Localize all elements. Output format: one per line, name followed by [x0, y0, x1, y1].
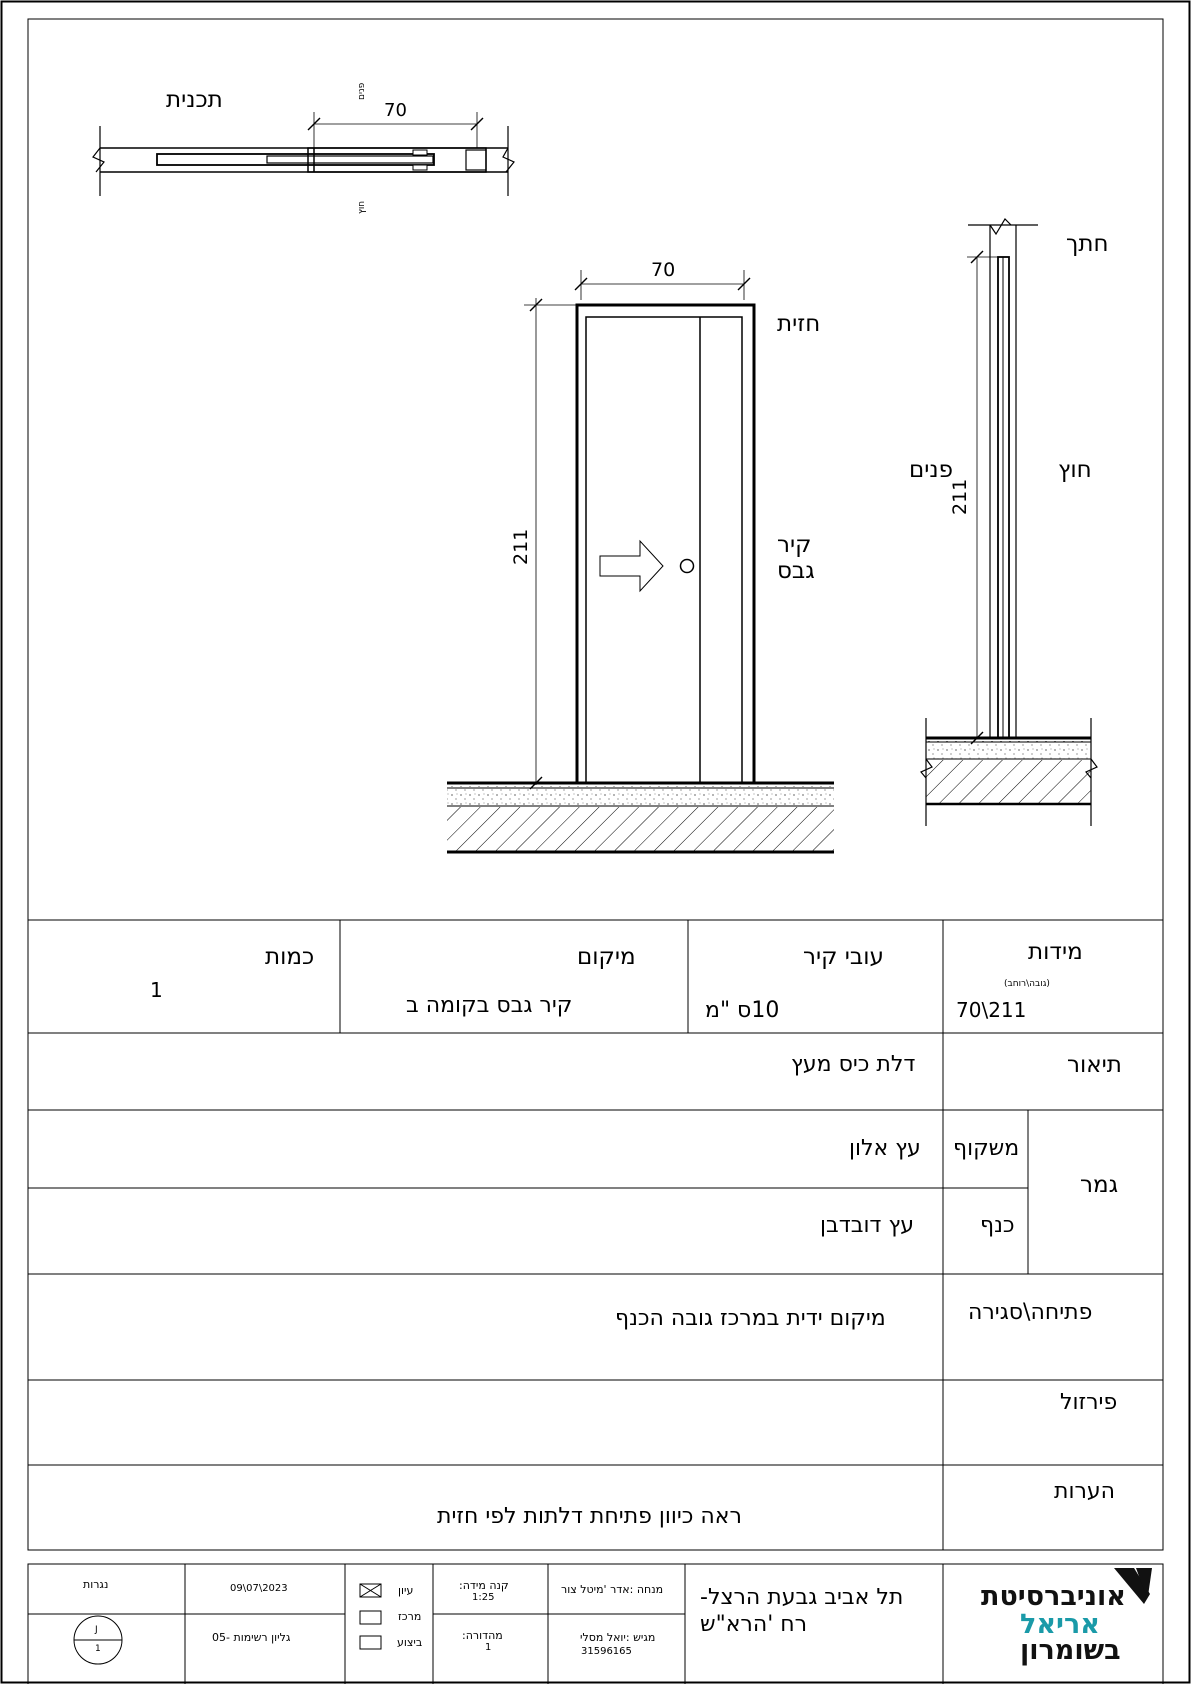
plan-outside-label: חוץ: [357, 200, 367, 214]
stage-center-label: מרכז: [398, 1610, 422, 1623]
section-outside-label: חוץ: [1058, 457, 1092, 483]
opening-label: פתיחה\סגירה: [968, 1300, 1093, 1325]
location-value: קיר גבס בקומה ב: [406, 993, 573, 1018]
frame-value: עץ אלון: [849, 1136, 921, 1161]
location-header: מיקום: [577, 944, 636, 970]
quantity-value: 1: [150, 978, 163, 1002]
notes-value: ראה כיוון פתיחת דלתות לפי חזית: [437, 1504, 742, 1529]
scale-label: קנה מידה:: [459, 1579, 509, 1592]
submitter-id: 31596165: [581, 1646, 632, 1657]
sheet-ref-top: J: [95, 1625, 98, 1635]
elevation-view: [447, 270, 834, 852]
section-title: חתך: [1066, 231, 1109, 257]
door-handle: [681, 560, 694, 573]
submitter: מגיש :יואל מסלי: [580, 1631, 656, 1644]
revision-value: 1: [485, 1642, 492, 1653]
logo-line1: אוניברסיטת: [981, 1581, 1126, 1612]
sheet-name: גליון רשימות -05: [212, 1631, 291, 1644]
checkbox-center: [360, 1611, 381, 1624]
hardware-label: פירזול: [1060, 1390, 1118, 1415]
dimensions-subheader: (גובה\רוחב): [1004, 979, 1050, 989]
wall-thickness-value: 10ס "מ: [705, 998, 780, 1023]
supervisor: מנחה :אדר 'מיטל צור: [561, 1583, 664, 1596]
stage-concept-label: עיון: [398, 1584, 414, 1597]
plan-inside-label: פנים: [357, 82, 367, 100]
plan-title: תכנית: [166, 87, 223, 113]
finish-label: גמר: [1080, 1172, 1119, 1198]
elevation-title: חזית: [777, 311, 821, 337]
section-inside-label: פנים: [909, 457, 953, 483]
logo-line3: בשומרון: [1020, 1635, 1121, 1666]
stage-execution-label: ביצוע: [397, 1636, 423, 1649]
leaf-label: כנף: [980, 1213, 1015, 1238]
wall-label-line2: גבס: [777, 558, 815, 584]
stage-checkboxes: [360, 1584, 381, 1649]
notes-label: הערות: [1054, 1479, 1116, 1504]
floor-slab: [447, 807, 834, 851]
section-view: [921, 219, 1097, 826]
wall-label-line1: קיר: [777, 532, 812, 558]
door-frame: [577, 305, 754, 783]
description-value: דלת כיס מעץ: [791, 1052, 916, 1077]
dimensions-value: 70\211: [956, 998, 1027, 1022]
floor-finish: [447, 786, 834, 806]
opening-value: מיקום ידית במרכז גובה הכנף: [615, 1306, 886, 1331]
section-height-dimension: 211: [949, 478, 971, 515]
checkbox-execution: [360, 1636, 381, 1649]
scale-value: 1:25: [472, 1592, 495, 1603]
date: 09\07\2023: [230, 1583, 288, 1594]
revision-label: מהדורה:: [462, 1629, 503, 1642]
wall-thickness-header: עובי קיר: [803, 944, 884, 970]
sheet-ref-bottom: 1: [95, 1644, 101, 1654]
description-label: תיאור: [1067, 1052, 1122, 1078]
plan-view: [93, 112, 514, 196]
elevation-width-dimension: 70: [651, 259, 676, 281]
plan-width-dimension: 70: [384, 100, 407, 121]
discipline: נגרות: [83, 1578, 109, 1591]
logo-line2: אריאל: [1020, 1609, 1100, 1640]
elevation-height-dimension: 211: [510, 528, 532, 565]
project-line2: רח 'הרא"ש: [700, 1612, 808, 1637]
leaf-value: עץ דובדבן: [820, 1213, 915, 1238]
quantity-header: כמות: [265, 944, 315, 970]
project-line1: תל אביב גבעת הרצל-: [700, 1585, 904, 1610]
dimensions-header: מידות: [1028, 939, 1083, 965]
frame-label: משקוף: [953, 1136, 1020, 1161]
